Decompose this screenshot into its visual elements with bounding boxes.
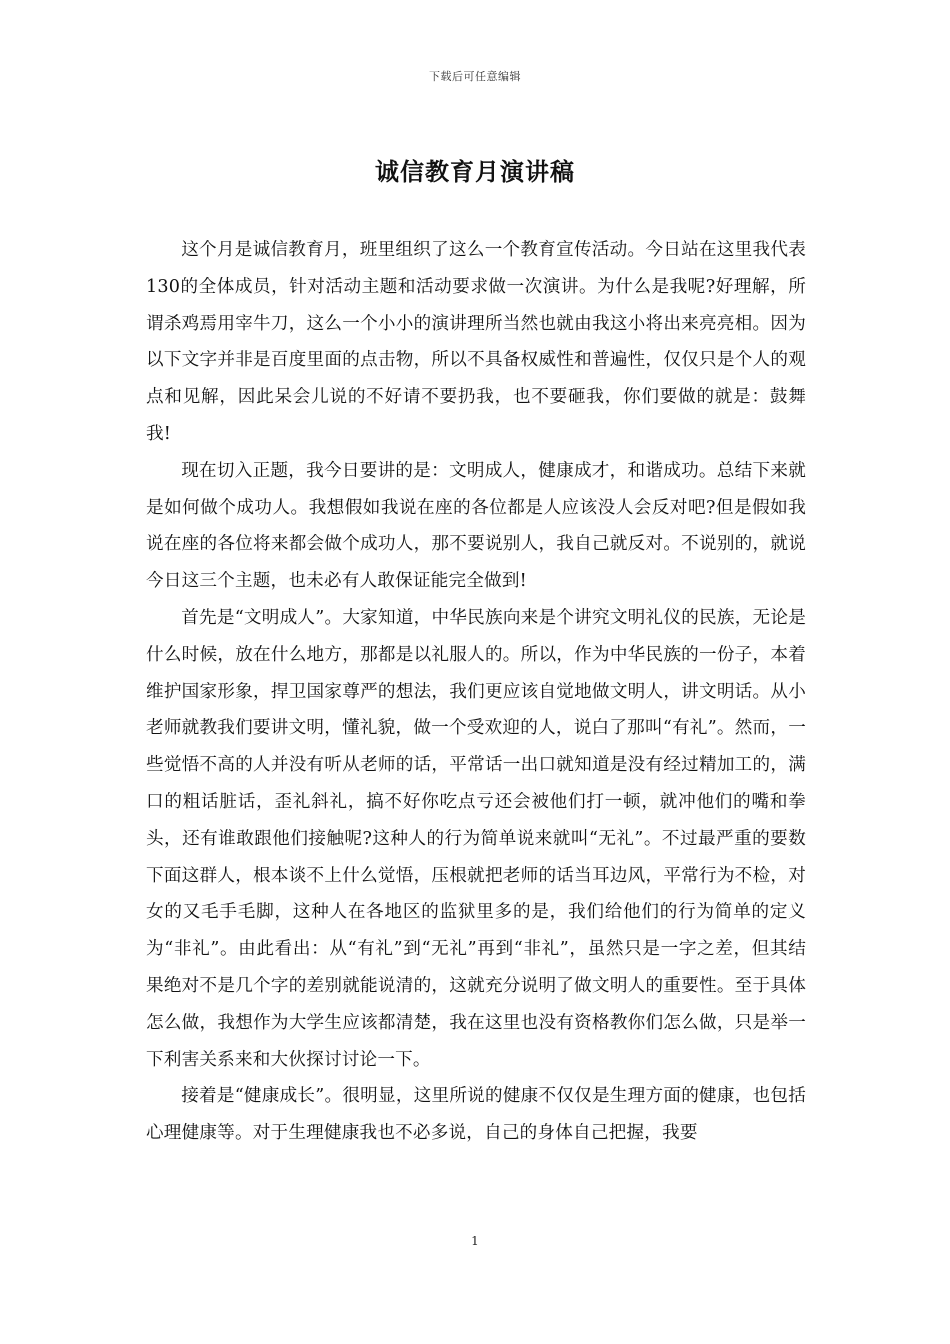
paragraph-1: 这个月是诚信教育月，班里组织了这么一个教育宣传活动。今日站在这里我代表130的全体成员，针对活动主题和活动要求做一次演讲。为什么是我呢?好理解，所谓杀鸡焉用宰牛刀，这么一个小小的演讲理所当然也就由我这小将出来亮亮相。因为以下文字并非是百度里面的点击物，所以不具备权威性和普遍性，仅仅只是个人的观点和见解，因此呆会儿说的不好请不要扔我，也不要砸我，你们要做的就是：鼓舞我! [146, 240, 806, 444]
document-body [146, 232, 806, 1152]
header-note: 下载后可任意编辑 [429, 70, 521, 83]
paragraph-4: 接着是“健康成长”。很明显，这里所说的健康不仅仅是生理方面的健康，也包括心理健康等。对于生理健康我也不必多说，自己的身体自己把握，我要 [146, 1086, 806, 1144]
document-title: 诚信教育月演讲稿 [375, 157, 575, 186]
paragraph-2: 现在切入正题，我今日要讲的是：文明成人，健康成才，和谐成功。总结下来就是如何做个成功人。我想假如我说在座的各位都是人应该没人会反对吧?但是假如我说在座的各位将来都会做个成功人，那不要说别人，我自己就反对。不说别的，就说今日这三个主题，也未必有人敢保证能完全做到! [146, 460, 806, 592]
page-number: 1 [471, 1234, 479, 1248]
paragraph-3: 首先是“文明成人”。大家知道，中华民族向来是个讲究文明礼仪的民族，无论是什么时候，放在什么地方，那都是以礼服人的。所以，作为中华民族的一份子，本着维护国家形象，捍卫国家尊严的想法，我们更应该自觉地做文明人，讲文明话。从小老师就教我们要讲文明，懂礼貌，做一个受欢迎的人，说白了那叫“有礼”。然而，一些觉悟不高的人并没有听从老师的话，平常话一出口就知道是没有经过精加工的，满口的粗话脏话，歪礼斜礼，搞不好你吃点亏还会被他们打一顿，就冲他们的嘴和拳头，还有谁敢跟他们接触呢?这种人的行为简单说来就叫“无礼”。不过最严重的要数下面这群人，根本谈不上什么觉悟，压根就把老师的话当耳边风，平常行为不检，对女的又毛手毛脚，这种人在各地区的监狱里多的是，我们给他们的行为简单的定义为“非礼”。由此看出：从“有礼”到“无礼”再到“非礼”，虽然只是一字之差，但其结果绝对不是几个字的差别就能说清的，这就充分说明了做文明人的重要性。至于具体怎么做，我想作为大学生应该都清楚，我在这里也没有资格教你们怎么做，只是举一下利害关系来和大伙探讨讨论一下。 [146, 607, 806, 1070]
